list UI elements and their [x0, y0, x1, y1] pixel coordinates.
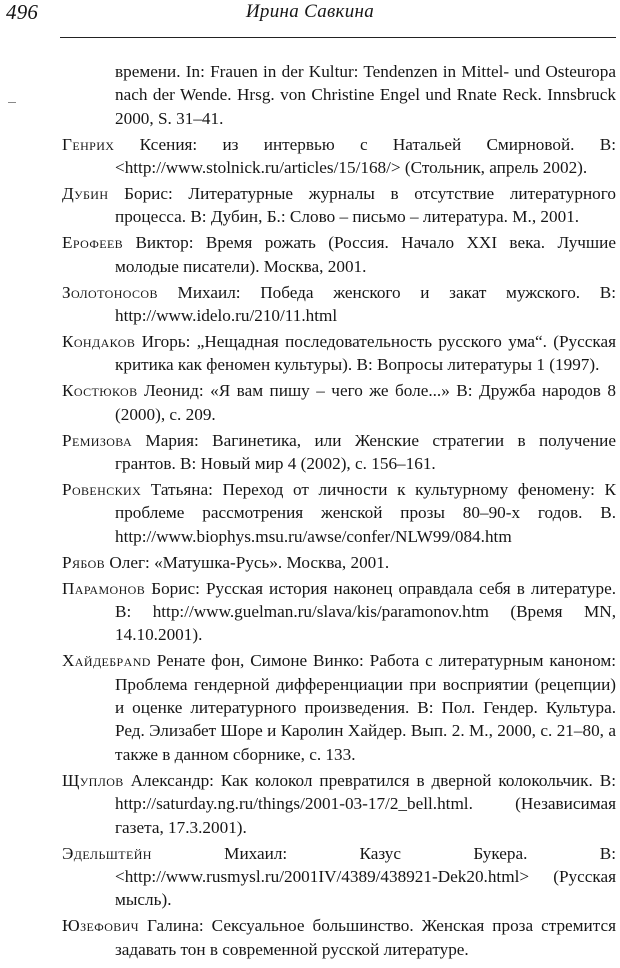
page-number: 496: [6, 0, 39, 24]
entry-text: Мария: Вагинетика, или Женские стратегии в получение грантов. В: Новый мир 4 (2002), с. 156–161.: [115, 430, 616, 473]
entry-text: Александр: Как колокол превратился в дверной колокольчик. В: http://saturday.ng.ru/things/2001-03-17/2_bell.html. (Независимая газета, 17.3.2001).: [115, 770, 616, 837]
bibliography-list: [62, 60, 616, 964]
entry-text: Олег: «Матушка-Русь». Москва, 2001.: [105, 552, 390, 572]
margin-mark: [8, 102, 16, 103]
entry-author: Золотоносов: [62, 282, 158, 302]
bibliography-entry: [62, 577, 616, 647]
entry-text: Борис: Русская история наконец оправдала себя в литературе. В: http://www.guelman.ru/slava/kis/paramonov.htm (Время MN, 14.10.2001).: [115, 578, 616, 645]
entry-author: Костюков: [62, 381, 138, 401]
entry-author: Щуплов: [62, 770, 124, 790]
bibliography-entry: [62, 842, 616, 912]
bibliography-entry: [62, 769, 616, 839]
bibliography-entry-continued: [62, 60, 616, 130]
entry-text: Игорь: „Нещадная последовательность русского ума“. (Русская критика как феномен культуры). В: Вопросы литературы 1 (1997).: [115, 331, 616, 375]
entry-text: Михаил: Победа женского и закат мужского. В: http://www.idelo.ru/210/11.html: [115, 282, 616, 326]
entry-text: Галина: Сексуальное большинство. Женская проза стремится задавать тон в современной русской литературе.: [115, 916, 616, 959]
entry-author: Юзефович: [62, 916, 139, 936]
entry-author: Кондаков: [62, 331, 136, 351]
entry-author: Хайдебрand: [62, 651, 151, 671]
entry-text: Виктор: Время рожать (Россия. Начало XXI века. Лучшие молодые писатели). Москва, 2001.: [115, 233, 616, 276]
entry-text: Леонид: «Я вам пишу – чего же боле...» В: Дружба народов 8 (2000), с. 209.: [115, 381, 616, 424]
entry-author: Ровенских: [62, 479, 142, 499]
bibliography-entry: [62, 182, 616, 229]
entry-author: Ремизова: [62, 430, 133, 450]
entry-text: времени. In: Frauen in der Kultur: Tendenzen in Mittel- und Osteuropa nach der Wende. Hrsg. von Christine Engel und Rnate Reck. Innsbruck 2000, S. 31–41.: [115, 62, 616, 128]
entry-author: Генрих: [62, 134, 115, 154]
entry-author: Рябов: [62, 552, 106, 572]
bibliography-entry: [62, 281, 616, 328]
bibliography-entry: [62, 330, 616, 377]
entry-text: Ренате фон, Симоне Винко: Работа с литературным каноном: Проблема гендерной дифференциации при восприятии (рецепции) и оценке литературного произведения. В: Пол. Гендер. Культура. Ред. Элизабет Шоре и Каролин Хайдер. Вып. 2. М., 2000, с. 21–80, а также в данном сборнике, с. 133.: [115, 651, 616, 764]
entry-text: Борис: Литературные журналы в отсутствие литературного процесса. В: Дубин, Б.: Слово – письмо – литература. М., 2001.: [108, 184, 616, 227]
bibliography-entry: [62, 231, 616, 278]
entry-author: Ерофеев: [62, 233, 124, 253]
entry-author: Дубин: [62, 184, 109, 204]
entry-text: Михаил: Казус Букера. В: <http://www.rusmysl.ru/2001IV/4389/438921-Dek20.html> (Русская мысль).: [115, 843, 616, 910]
entry-author: Эдельштейн: [62, 843, 152, 863]
bibliography-entry: [62, 551, 616, 574]
bibliography-entry: [62, 379, 616, 426]
running-head: Ирина Савкина: [245, 1, 375, 22]
bibliography-entry: [62, 914, 616, 961]
bibliography-entry: [62, 133, 616, 180]
bibliography-entry: [62, 478, 616, 548]
bibliography-entry: [62, 429, 616, 476]
entry-text: Татьяна: Переход от личности к культурному феномену: К проблеме рассмотрения женской прозы 80–90-х годов. В. http://www.biophys.msu.ru/awse/confer/NLW99/084.htm: [115, 479, 616, 546]
bibliography-entry: [62, 649, 616, 766]
entry-author: Парамонов: [62, 578, 146, 598]
entry-text: Ксения: из интервью с Натальей Смирновой. В: <http://www.stolnick.ru/articles/15/168/> (Стольник, апрель 2002).: [114, 134, 616, 178]
header-rule: [60, 37, 616, 38]
